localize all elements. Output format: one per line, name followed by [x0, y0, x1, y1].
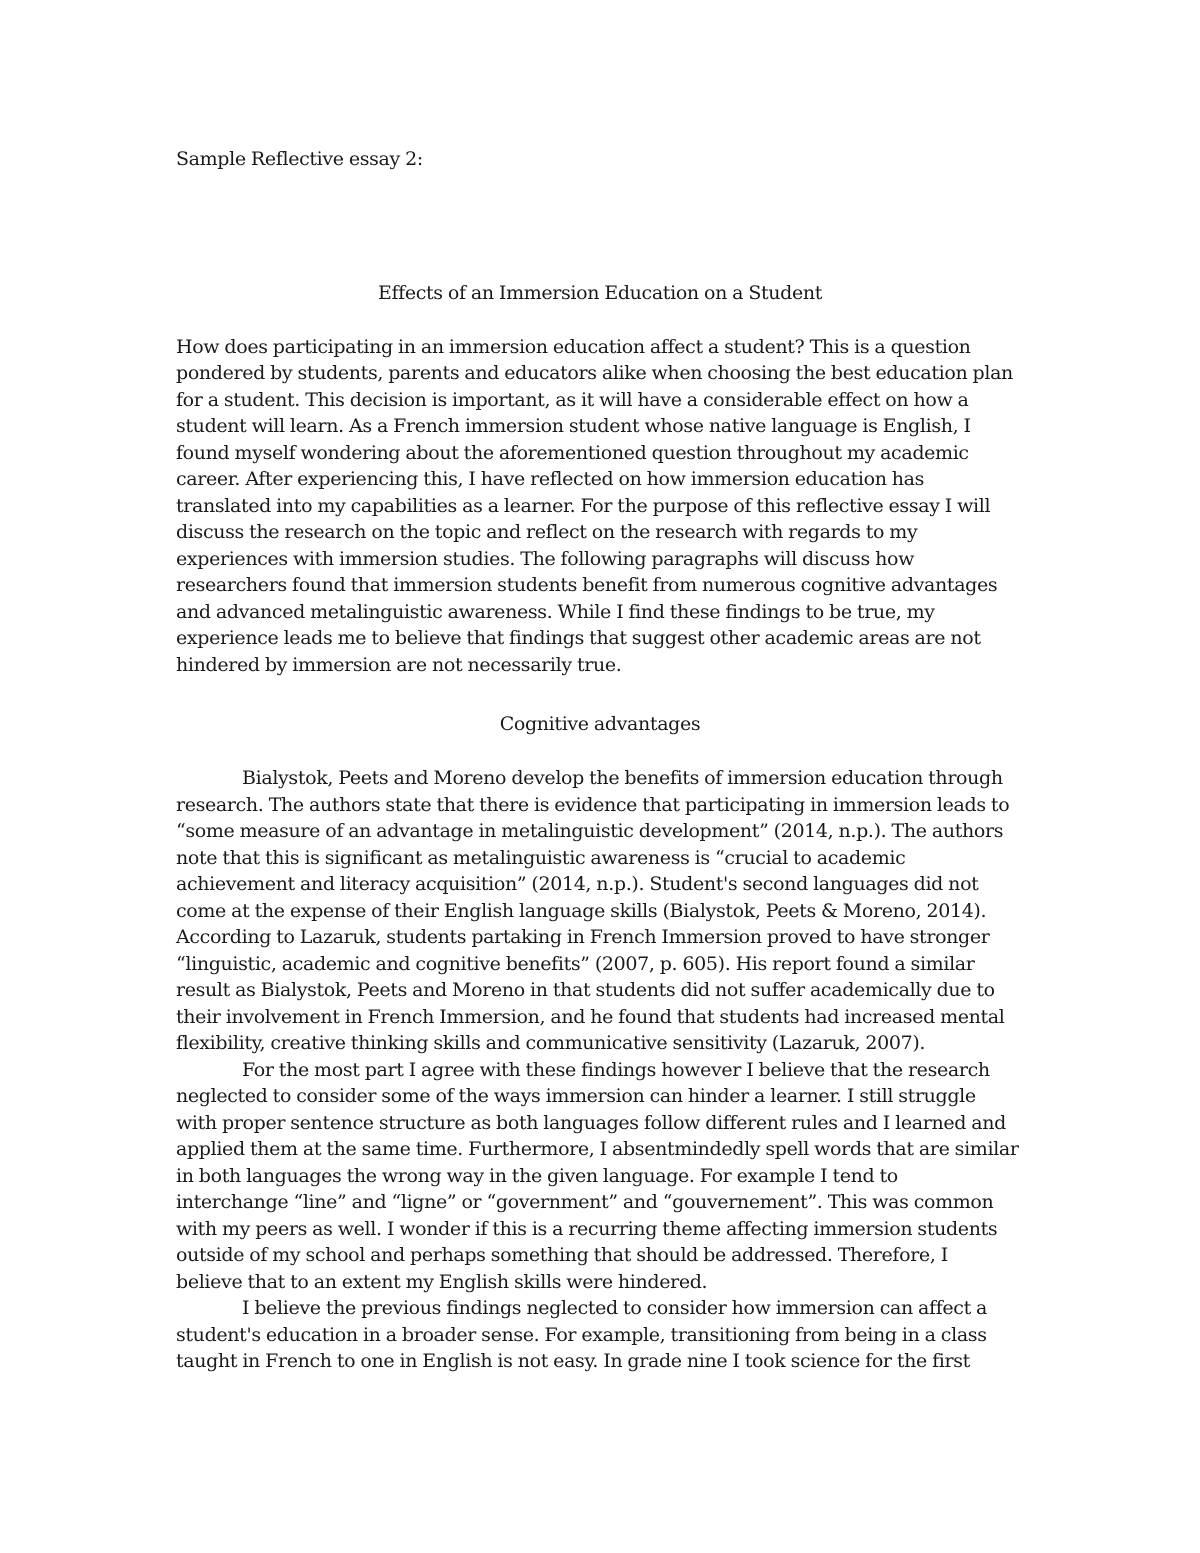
text-line: hindered by immersion are not necessarily true. [176, 654, 622, 676]
text-line: student's education in a broader sense. For example, transitioning from being in a class [176, 1324, 987, 1346]
text-line: How does participating in an immersion education affect a student? This is a question [176, 336, 971, 358]
text-line: with my peers as well. I wonder if this is a recurring theme affecting immersion students [176, 1218, 998, 1240]
text-line: research. The authors state that there is evidence that participating in immersion leads to [176, 794, 1010, 816]
text-line: experiences with immersion studies. The following paragraphs will discuss how [176, 548, 914, 570]
text-line: researchers found that immersion students benefit from numerous cognitive advantages [176, 574, 998, 596]
text-line: neglected to consider some of the ways immersion can hinder a learner. I still struggle [176, 1085, 976, 1107]
text-line: with proper sentence structure as both languages follow different rules and I learned and [176, 1112, 1006, 1134]
text-line: achievement and literacy acquisition” (2014, n.p.). Student's second languages did not [176, 873, 979, 895]
text-line: pondered by students, parents and educators alike when choosing the best education plan [176, 362, 1013, 384]
document-label: Sample Reflective essay 2: [176, 148, 423, 170]
text-line: found myself wondering about the aforementioned question throughout my academic [176, 442, 969, 464]
text-line: in both languages the wrong way in the given language. For example I tend to [176, 1165, 898, 1187]
text-line: “linguistic, academic and cognitive benefits” (2007, p. 605). His report found a similar [176, 953, 975, 975]
essay-title: Effects of an Immersion Education on a Student [377, 282, 823, 304]
text-line: their involvement in French Immersion, and he found that students had increased mental [176, 1006, 1005, 1028]
text-line: experience leads me to believe that findings that suggest other academic areas are not [176, 627, 981, 649]
text-line: According to Lazaruk, students partaking in French Immersion proved to have stronger [176, 926, 990, 948]
text-line: For the most part I agree with these findings however I believe that the research [242, 1059, 990, 1081]
text-line: Bialystok, Peets and Moreno develop the benefits of immersion education through [242, 767, 1003, 789]
text-line: I believe the previous findings neglected to consider how immersion can affect a [242, 1297, 988, 1319]
text-line: taught in French to one in English is not easy. In grade nine I took science for the first [176, 1350, 970, 1372]
text-line: and advanced metalinguistic awareness. While I find these findings to be true, my [176, 601, 935, 623]
text-line: student will learn. As a French immersion student whose native language is English, I [176, 415, 971, 437]
text-line: come at the expense of their English language skills (Bialystok, Peets & Moreno, 2014). [176, 900, 987, 922]
text-line: believe that to an extent my English skills were hindered. [176, 1271, 708, 1293]
text-line: discuss the research on the topic and reflect on the research with regards to my [176, 521, 918, 543]
text-line: “some measure of an advantage in metalinguistic development” (2014, n.p.). The authors [176, 820, 1004, 842]
text-line: career. After experiencing this, I have reflected on how immersion education has [176, 468, 925, 490]
text-line: interchange “line” and “ligne” or “government” and “gouvernement”. This was common [176, 1191, 994, 1213]
text-line: outside of my school and perhaps something that should be addressed. Therefore, I [176, 1244, 948, 1266]
text-line: result as Bialystok, Peets and Moreno in that students did not suffer academically due to [176, 979, 995, 1001]
text-line: note that this is significant as metalinguistic awareness is “crucial to academic [176, 847, 906, 869]
section-heading: Cognitive advantages [499, 713, 701, 735]
text-line: flexibility, creative thinking skills and communicative sensitivity (Lazaruk, 2007). [176, 1032, 926, 1054]
text-line: translated into my capabilities as a learner. For the purpose of this reflective essay I will [176, 495, 991, 517]
text-line: applied them at the same time. Furthermore, I absentmindedly spell words that are similar [176, 1138, 1019, 1160]
text-line: for a student. This decision is important, as it will have a considerable effect on how a [176, 389, 969, 411]
